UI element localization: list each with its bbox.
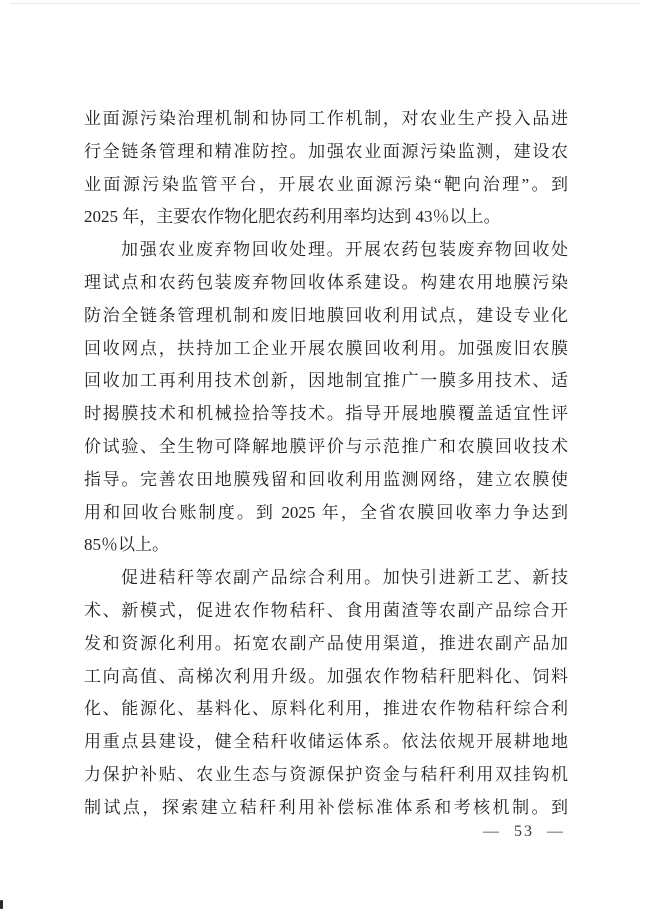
text-line: 用重点县建设，健全秸秆收储运体系。依法依规开展耕地地 (84, 732, 568, 752)
scan-artifact (0, 900, 3, 909)
body-text (84, 103, 568, 825)
page-number: — 53 — (483, 823, 565, 840)
text-line: 回收网点，扶持加工企业开展农膜回收利用。加强废旧农膜 (84, 338, 568, 358)
text-line: 业面源污染治理机制和协同工作机制，对农业生产投入品进 (84, 109, 568, 128)
text-line: 回收加工再利用技术创新，因地制宜推广一膜多用技术、适 (84, 371, 568, 391)
text-line: 价试验、全生物可降解地膜评价与示范推广和农膜回收技术 (84, 436, 568, 456)
text-line: 85％以上。 (84, 535, 169, 555)
text-line: 理试点和农药包装废弃物回收体系建设。构建农用地膜污染 (84, 272, 568, 292)
text-line: 防治全链条管理机制和废旧地膜回收利用试点，建设专业化 (84, 305, 568, 325)
text-line: 术、新模式，促进农作物秸秆、食用菌渣等农副产品综合开 (84, 600, 568, 620)
text-line: 行全链条管理和精准防控。加强农业面源污染监测，建设农 (84, 141, 568, 161)
text-line: 业面源污染监管平台，开展农业面源污染“靶向治理”。到 (84, 174, 568, 194)
text-line: 制试点，探索建立秸秆利用补偿标准体系和考核机制。到 (84, 797, 568, 817)
text-line: 发和资源化利用。拓宽农副产品使用渠道，推进农副产品加 (84, 633, 568, 653)
text-line: 指导。完善农田地膜残留和回收利用监测网络，建立农膜使 (84, 469, 568, 489)
text-line: 用和回收台账制度。到 2025 年，全省农膜回收率力争达到 (84, 502, 568, 522)
text-line: 促进秸秆等农副产品综合利用。加快引进新工艺、新技 (121, 568, 568, 588)
text-line: 化、能源化、基料化、原料化利用，推进农作物秸秆综合利 (84, 699, 568, 719)
scan-edge-line (10, 3, 640, 4)
text-line: 工向高值、高梯次利用升级。加强农作物秸秆肥料化、饲料 (84, 666, 568, 686)
text-line: 加强农业废弃物回收处理。开展农药包装废弃物回收处 (121, 240, 568, 260)
text-line: 2025 年，主要农作物化肥农药利用率均达到 43％以上。 (84, 207, 501, 227)
text-line: 力保护补贴、农业生态与资源保护资金与秸秆利用双挂钩机 (84, 764, 568, 784)
text-line: 时揭膜技术和机械捡拾等技术。指导开展地膜覆盖适宜性评 (84, 404, 568, 424)
